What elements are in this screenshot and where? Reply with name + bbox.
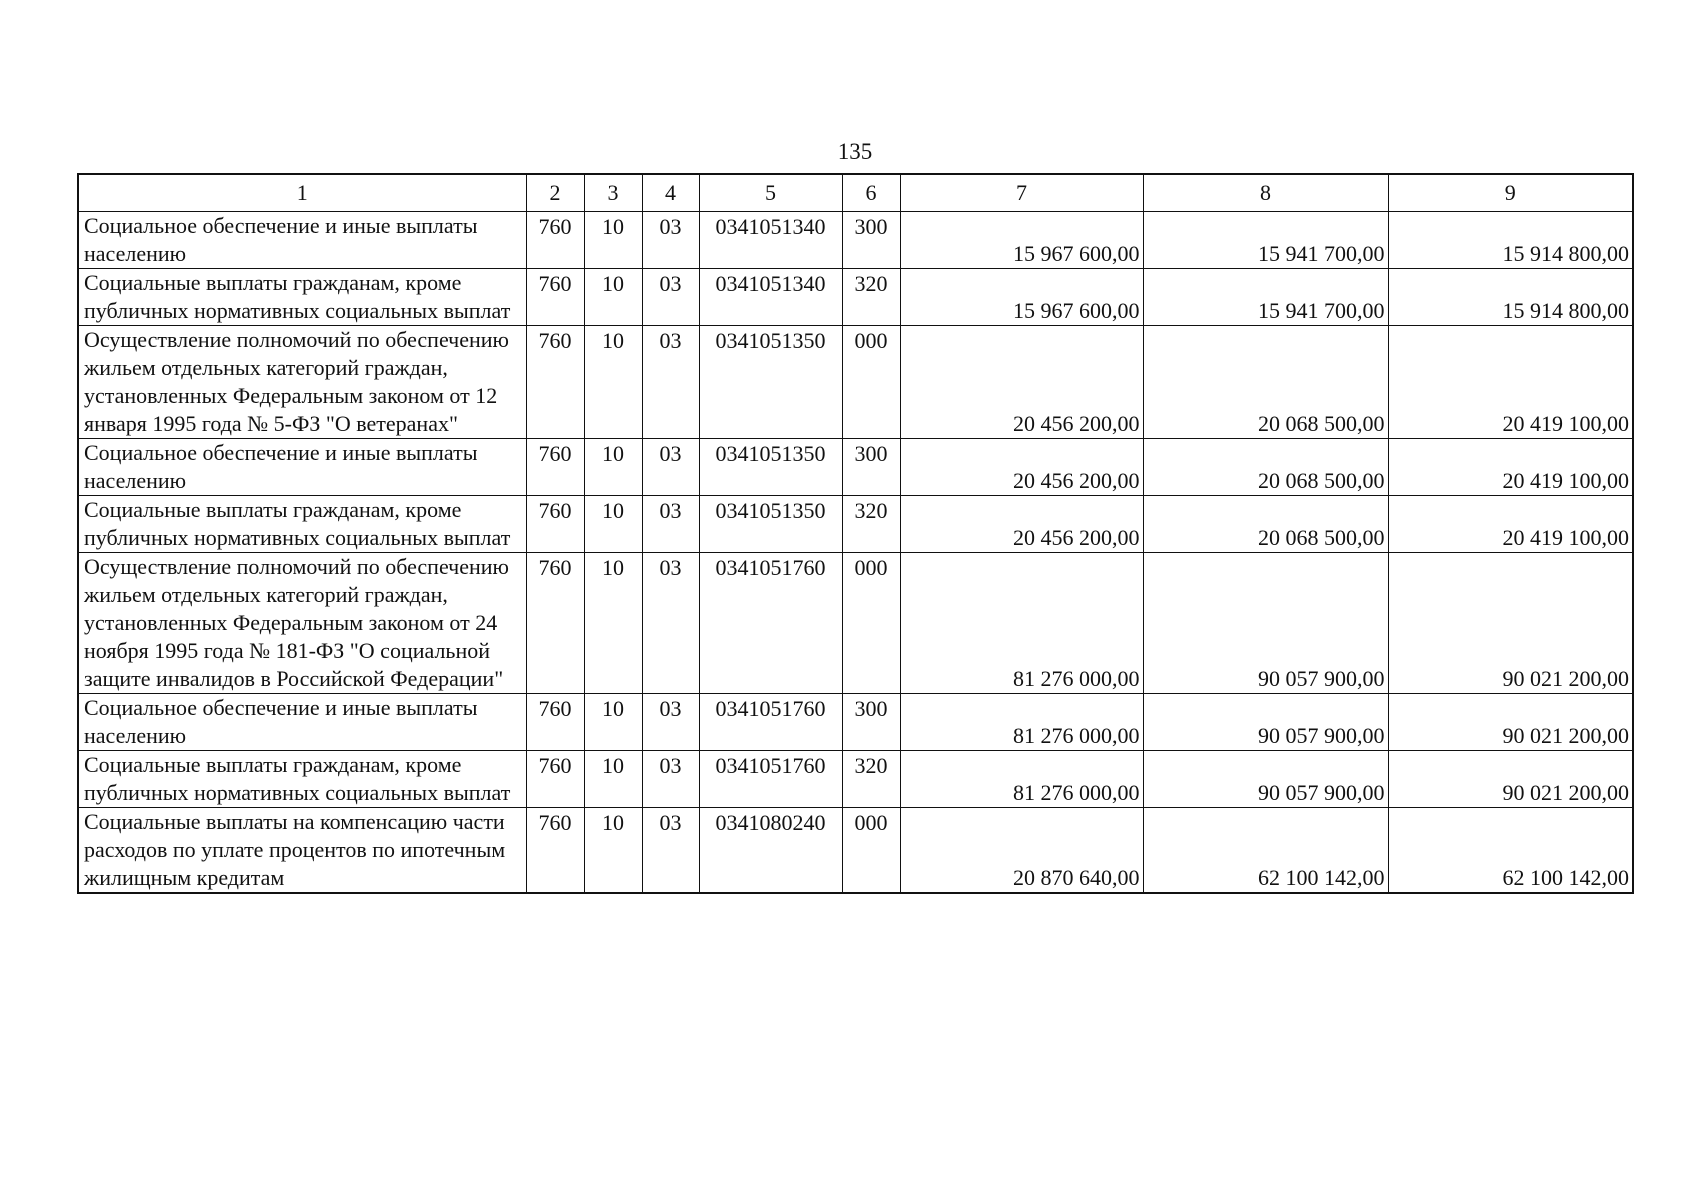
cell-amount-8: 90 057 900,00: [1143, 751, 1388, 808]
table-body: [78, 212, 1633, 894]
cell-col-2: 760: [526, 326, 584, 439]
cell-col-3: 10: [584, 496, 642, 553]
table-row: [78, 212, 1633, 269]
cell-amount-7: 20 456 200,00: [900, 326, 1143, 439]
cell-col-2: 760: [526, 212, 584, 269]
cell-col-6: 300: [842, 694, 900, 751]
cell-col-6: 300: [842, 439, 900, 496]
table-row: [78, 439, 1633, 496]
cell-amount-8: 90 057 900,00: [1143, 694, 1388, 751]
cell-amount-7: 15 967 600,00: [900, 269, 1143, 326]
cell-col-6: 320: [842, 496, 900, 553]
header-row: [78, 174, 1633, 212]
table-row: [78, 808, 1633, 894]
cell-col-5: 0341051350: [699, 496, 842, 553]
cell-col-3: 10: [584, 326, 642, 439]
cell-col-3: 10: [584, 808, 642, 894]
cell-amount-8: 15 941 700,00: [1143, 212, 1388, 269]
cell-name: Социальное обеспечение и иные выплаты населению: [78, 694, 526, 751]
header-cell: 1: [78, 174, 526, 212]
cell-col-6: 320: [842, 751, 900, 808]
table-row: [78, 496, 1633, 553]
cell-col-4: 03: [642, 694, 699, 751]
cell-col-6: 000: [842, 808, 900, 894]
cell-amount-8: 15 941 700,00: [1143, 269, 1388, 326]
cell-name: Социальные выплаты гражданам, кроме публичных нормативных социальных выплат: [78, 496, 526, 553]
cell-amount-7: 20 456 200,00: [900, 439, 1143, 496]
cell-amount-9: 90 021 200,00: [1388, 694, 1633, 751]
cell-amount-7: 81 276 000,00: [900, 751, 1143, 808]
cell-col-3: 10: [584, 751, 642, 808]
cell-col-5: 0341051760: [699, 553, 842, 694]
cell-name: Осуществление полномочий по обеспечению жильем отдельных категорий граждан, установленных Федеральным законом от 12 января 1995 года № 5-ФЗ "О ветеранах": [78, 326, 526, 439]
header-cell: 3: [584, 174, 642, 212]
cell-amount-8: 62 100 142,00: [1143, 808, 1388, 894]
table-row: [78, 751, 1633, 808]
table-row: [78, 553, 1633, 694]
cell-col-4: 03: [642, 496, 699, 553]
cell-amount-7: 20 456 200,00: [900, 496, 1143, 553]
cell-amount-9: 15 914 800,00: [1388, 212, 1633, 269]
cell-col-6: 320: [842, 269, 900, 326]
cell-col-3: 10: [584, 212, 642, 269]
cell-name: Социальные выплаты гражданам, кроме публичных нормативных социальных выплат: [78, 751, 526, 808]
cell-name: Социальные выплаты гражданам, кроме публичных нормативных социальных выплат: [78, 269, 526, 326]
header-cell: 9: [1388, 174, 1633, 212]
cell-amount-9: 90 021 200,00: [1388, 553, 1633, 694]
header-cell: 6: [842, 174, 900, 212]
cell-name: Осуществление полномочий по обеспечению жильем отдельных категорий граждан, установленных Федеральным законом от 24 ноября 1995 года № 181-ФЗ "О социальной защите инвалидов в Российской Федерации": [78, 553, 526, 694]
cell-col-2: 760: [526, 269, 584, 326]
cell-col-4: 03: [642, 326, 699, 439]
header-cell: 7: [900, 174, 1143, 212]
cell-amount-9: 20 419 100,00: [1388, 439, 1633, 496]
cell-name: Социальные выплаты на компенсацию части расходов по уплате процентов по ипотечным жилищным кредитам: [78, 808, 526, 894]
cell-amount-7: 15 967 600,00: [900, 212, 1143, 269]
header-cell: 2: [526, 174, 584, 212]
cell-amount-7: 81 276 000,00: [900, 553, 1143, 694]
cell-col-4: 03: [642, 553, 699, 694]
cell-amount-9: 62 100 142,00: [1388, 808, 1633, 894]
cell-amount-8: 20 068 500,00: [1143, 496, 1388, 553]
cell-col-5: 0341051350: [699, 326, 842, 439]
cell-col-4: 03: [642, 808, 699, 894]
cell-col-4: 03: [642, 269, 699, 326]
cell-amount-7: 81 276 000,00: [900, 694, 1143, 751]
cell-col-2: 760: [526, 694, 584, 751]
cell-col-4: 03: [642, 212, 699, 269]
cell-amount-8: 20 068 500,00: [1143, 439, 1388, 496]
cell-col-4: 03: [642, 439, 699, 496]
table-row: [78, 326, 1633, 439]
cell-col-3: 10: [584, 553, 642, 694]
cell-col-6: 000: [842, 553, 900, 694]
cell-col-2: 760: [526, 496, 584, 553]
page-number: 135: [837, 139, 873, 164]
cell-col-3: 10: [584, 439, 642, 496]
cell-name: Социальное обеспечение и иные выплаты населению: [78, 212, 526, 269]
cell-col-2: 760: [526, 553, 584, 694]
cell-col-5: 0341051340: [699, 212, 842, 269]
cell-col-5: 0341051350: [699, 439, 842, 496]
cell-amount-9: 20 419 100,00: [1388, 326, 1633, 439]
header-cell: 8: [1143, 174, 1388, 212]
cell-col-5: 0341080240: [699, 808, 842, 894]
cell-col-4: 03: [642, 751, 699, 808]
cell-amount-7: 20 870 640,00: [900, 808, 1143, 894]
cell-col-5: 0341051760: [699, 694, 842, 751]
cell-amount-8: 90 057 900,00: [1143, 553, 1388, 694]
cell-amount-8: 20 068 500,00: [1143, 326, 1388, 439]
cell-col-6: 300: [842, 212, 900, 269]
cell-col-3: 10: [584, 694, 642, 751]
table-row: [78, 269, 1633, 326]
table-row: [78, 694, 1633, 751]
cell-amount-9: 20 419 100,00: [1388, 496, 1633, 553]
header-cell: 4: [642, 174, 699, 212]
cell-name: Социальное обеспечение и иные выплаты населению: [78, 439, 526, 496]
cell-col-6: 000: [842, 326, 900, 439]
cell-amount-9: 90 021 200,00: [1388, 751, 1633, 808]
cell-col-5: 0341051760: [699, 751, 842, 808]
budget-table: [77, 173, 1634, 894]
cell-col-5: 0341051340: [699, 269, 842, 326]
cell-col-2: 760: [526, 808, 584, 894]
cell-amount-9: 15 914 800,00: [1388, 269, 1633, 326]
header-cell: 5: [699, 174, 842, 212]
cell-col-2: 760: [526, 439, 584, 496]
cell-col-3: 10: [584, 269, 642, 326]
cell-col-2: 760: [526, 751, 584, 808]
